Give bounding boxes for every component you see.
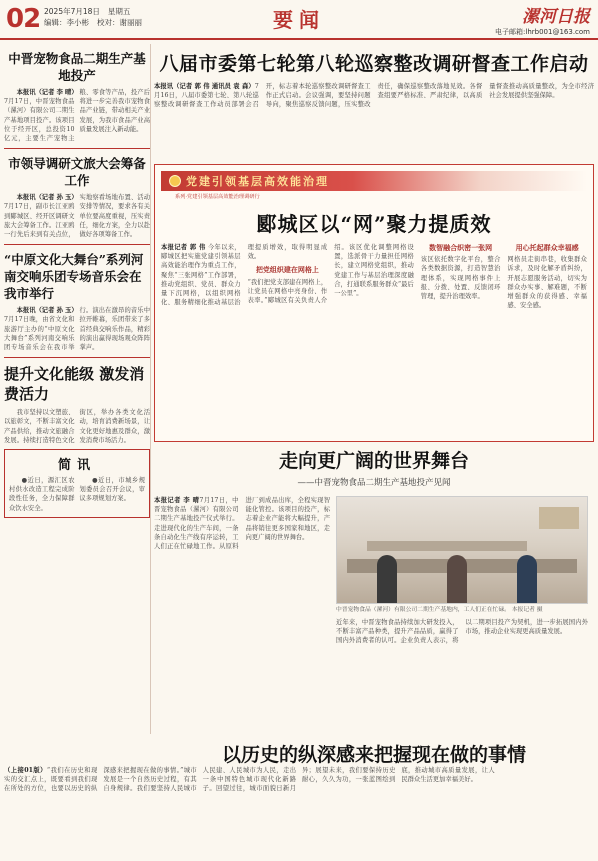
brief-item: ●近日，市城乡规划委员会召开会议，审议多项规划方案。 [79, 477, 145, 503]
second-headline: 走向更广阔的世界舞台 [278, 450, 469, 472]
divider [4, 357, 150, 358]
masthead [0, 0, 598, 40]
photo-person [517, 555, 537, 603]
story-title: 中晋宠物食品二期生产基地投产 [8, 51, 146, 83]
news-brief [4, 449, 150, 518]
feature-headline: 郾城区以“网”聚力提质效 [256, 212, 492, 236]
story-byline: 本报讯（记者 李 晴） [16, 89, 78, 96]
feature-byline: 本报记者 郭 伟 [161, 244, 206, 251]
brief-heading: 简讯 [57, 458, 96, 474]
photo-person [447, 555, 467, 603]
story-body [4, 306, 150, 352]
page-number: 02 [6, 4, 41, 34]
issue-checker: 校对：谢丽丽 [97, 18, 142, 27]
story-text: 7月17日，中晋宠物食品（漯河）有限公司二期生产基地项目投产。该项目位于经开区，总投资10亿元，主要生产宠物主粮、零食等产品，投产后将进一步完善我市宠物食品产业链，带动相关产业发展，为我市食品产业高质量发展注入新动能。 [4, 89, 150, 143]
feature-body [161, 243, 587, 455]
party-emblem-icon [169, 175, 181, 187]
bottom-byline: （上接01版） [4, 767, 47, 774]
issue-weekday: 星期五 [107, 7, 131, 16]
story-text: 7月17日，副市长江亚鸥到郾城区、经开区调研文旅大会筹备工作。江亚鸥一行先后来到有关点位，实地察看场地布置、活动安排等情况，要求各有关单位要高度重视，压实责任，细化方案，全力以赴做好各项筹备工作。 [4, 194, 150, 239]
feature-subhead: 数智融合织密一张网 [429, 243, 493, 252]
divider [4, 244, 150, 245]
contact-email: 电子邮箱:lhrb001@163.com [495, 28, 590, 36]
second-body [154, 496, 330, 734]
photo-caption: 中晋宠物食品（漯河）有限公司二期生产基地内，工人们正在忙碌。 本报记者 摄 [336, 607, 543, 613]
story-title: 市领导调研文旅大会筹备工作 [8, 156, 146, 189]
main-area [154, 44, 594, 860]
left-column [4, 44, 150, 860]
bottom-headline: 以历史的纵深感来把握现在做的事情 [221, 744, 526, 766]
story-body [4, 193, 150, 239]
photo-shelf [367, 541, 527, 551]
second-subheadline: ——中晋宠物食品二期生产基地投产见闻 [297, 478, 451, 488]
second-text: 7月17日，中晋宠物食品（漯河）有限公司二期生产基地投产仪式举行。走进现代化的生产车间，一条条自动化生产线有序运转，工人们正在忙碌地工作。从原料进厂到成品出库，全程实现智能化管控。该项目的投产，标志着企业产能将大幅提升，产品将销往更多国家和地区，走向更广阔的世界舞台。 [154, 497, 330, 551]
photo-sign [539, 507, 579, 529]
bottom-text: “我们在历史和现实的交汇点上，既要看到我们现在所处的方位，也要以历史的纵深感来把握现在做的事情。”城市发展是一个自然历史过程，有其自身规律。我们要坚持人民城市人民建、人民城市为人民，走出一条中国特色城市现代化新路子。回望过往，城市面貌日新月异；展望未来，我们要保持历史耐心，久久为功，一张蓝图绘到底，推动城市高质量发展，让人民群众生活更加幸福美好。 [4, 767, 495, 793]
second-byline: 本报记者 李 晴 [154, 497, 200, 504]
feature-banner [161, 171, 587, 191]
story-text: 7月17日晚，由省文化和旅游厅主办的“中原文化大舞台”系列河南交响乐团专场音乐会在我市举行。演出在激昂的音乐中拉开帷幕，乐团带来了多首经典交响乐作品，精彩的演出赢得现场观众阵阵掌声。 [4, 307, 150, 352]
story-byline: 本报讯（记者 孙 玉） [16, 194, 78, 202]
lead-text: 7月16日，八届市委第七轮、第八轮巡察整改调研督查工作动员部署会召开，标志着本轮巡察整改调研督查工作正式启动。会议强调，要坚持问题导向，聚焦巡察反馈问题，压实整改责任，确保巡察整改落地见效。各督查组要严格标准、严肃纪律，以高质量督查推动高质量整改，为全市经济社会发展提供坚强保障。 [154, 83, 594, 109]
banner-text: 党建引领基层高效能治理 [186, 175, 329, 188]
lead-headline: 八届市委第七轮第八轮巡察整改调研督查工作启动 [159, 53, 589, 75]
lead-body [154, 82, 594, 138]
commentary-title: 提升文化能级 激发消费活力 [4, 365, 145, 404]
brief-item: ●近日，源汇区农村供水改造工程完成阶段性任务，全力保障群众饮水安全。 [9, 477, 75, 512]
feature-text: “我们把党支部建在网格上，让党员在网格中亮身份、作表率。”郾城区有关负责人介绍。该区优化调整网格设置，选派骨干力量担任网格长，建立网格党组织，推动党建工作与基层治理深度融合，打通联系服务群众“最后一公里”。 [247, 244, 414, 305]
photo-column [336, 496, 588, 736]
brief-body [9, 476, 145, 513]
section-title: 要闻 [273, 8, 325, 32]
factory-photo [336, 496, 588, 604]
commentary-text: 我市坚持以文塑旅、以旅彰文，不断丰富文化产品供给，推动文旅融合发展。持续打造特色文化街区，举办各类文化活动，培育消费新场景，让文化更好地惠及群众，激发消费市场活力。 [4, 409, 150, 444]
feature-subhead: 用心托起群众幸福感 [515, 243, 579, 252]
divider [4, 148, 150, 149]
feature-text: 该区依托数字化平台，整合各类数据资源，打造智慧治理体系，实现网格事件上报、分拨、处置、反馈闭环管理，提升治理效率。 [420, 256, 501, 301]
lead-byline: 本报讯（记者 郭 伟 通讯员 袁 森） [154, 83, 255, 90]
story-byline: 本报讯（记者 孙 玉） [16, 307, 78, 315]
feature-intro: 今年以来，郾城区把实施党建引领基层高效能治理作为重点工作，聚焦“三张网格”工作部署，推动党组织、党员、群众力量下沉网格，以组织网格化、服务精细化推动基层治理提质增效，取得明显成效。 [161, 244, 328, 307]
newspaper-logo: 漯河日报 [522, 7, 590, 27]
second-body-continued: 近年来，中晋宠物食品持续加大研发投入，不断丰富产品种类，提升产品品质，赢得了国内外消费者的认可。企业负责人表示，将以二期项目投产为契机，进一步拓展国内外市场，推动企业实现更高质量发展。 [336, 619, 588, 645]
banner-subtitle: 系列·党建引领基层高效能治理调研行 [175, 194, 260, 200]
photo-person [377, 555, 397, 603]
bottom-body [4, 766, 594, 860]
feature-text: 网格员走街串巷，收集群众诉求，及时化解矛盾纠纷，开展志愿服务活动，切实为群众办实事、解难题，不断增强群众的获得感、幸福感、安全感。 [507, 256, 587, 310]
story-title: “中原文化大舞台”系列河南交响乐团专场音乐会在我市举行 [4, 252, 144, 302]
second-story [154, 448, 594, 736]
story-body [4, 88, 150, 143]
feature-box [154, 164, 594, 442]
issue-editor: 编辑：李小彬 [44, 18, 89, 27]
brand-block [495, 2, 590, 37]
feature-subhead: 把党组织建在网格上 [255, 265, 319, 275]
issue-date: 2025年7月18日 [44, 7, 100, 16]
commentary-body [4, 408, 150, 445]
column-rule [150, 44, 151, 734]
